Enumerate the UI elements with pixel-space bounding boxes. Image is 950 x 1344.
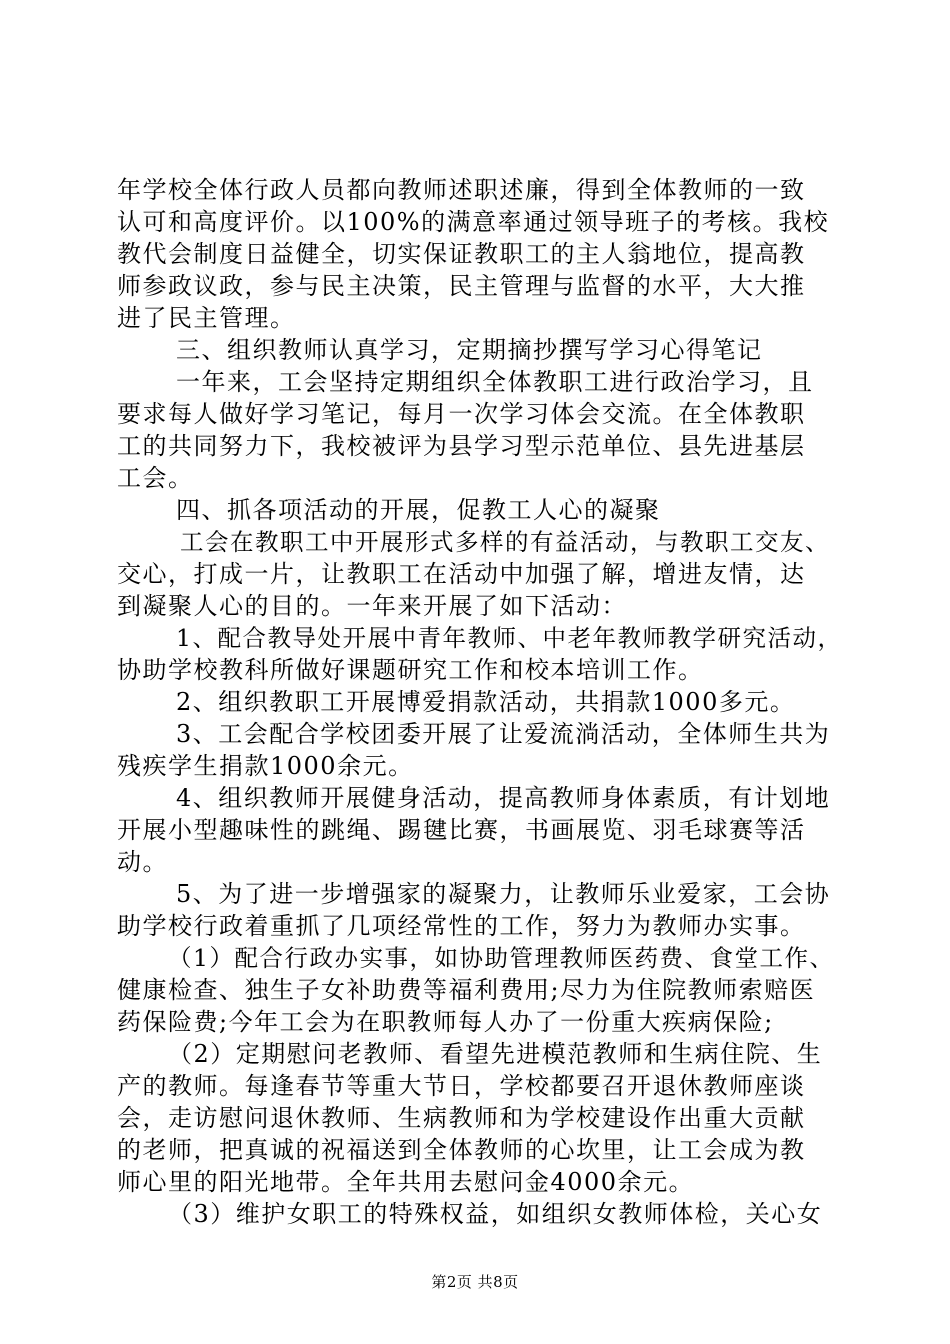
body-line: 药保险费;今年工会为在职教师每人办了一份重大疾病保险; bbox=[117, 1008, 774, 1036]
list-item: 3、工会配合学校团委开展了让爱流淌活动，全体师生共为 bbox=[176, 720, 831, 748]
sub-list-item: （2）定期慰问老教师、看望先进模范教师和生病住院、生 bbox=[168, 1040, 823, 1068]
page-footer bbox=[0, 1272, 950, 1292]
body-line: 健康检查、独生子女补助费等福利费用;尽力为住院教师索赔医 bbox=[117, 976, 816, 1004]
body-line: 要求每人做好学习笔记，每月一次学习体会交流。在全体教职 bbox=[117, 400, 806, 428]
body-line: 残疾学生捐款1000余元。 bbox=[117, 752, 414, 780]
list-item: 1、配合教导处开展中青年教师、中老年教师教学研究活动， bbox=[176, 624, 843, 652]
sub-list-item: （3）维护女职工的特殊权益，如组织女教师体检，关心女 bbox=[168, 1200, 823, 1228]
body-line: 认可和高度评价。以100%的满意率通过领导班子的考核。我校 bbox=[117, 208, 830, 236]
sub-list-item: （1）配合行政办实事，如协助管理教师医药费、食堂工作、 bbox=[168, 944, 835, 972]
body-line: 开展小型趣味性的跳绳、踢毽比赛，书画展览、羽毛球赛等活 bbox=[117, 816, 806, 844]
body-line: 助学校行政着重抓了几项经常性的工作，努力为教师办实事。 bbox=[117, 912, 806, 940]
list-item: 2、组织教职工开展博爱捐款活动，共捐款1000多元。 bbox=[176, 688, 796, 716]
body-line: 工会。 bbox=[117, 464, 194, 492]
list-item: 4、组织教师开展健身活动，提高教师身体素质，有计划地 bbox=[176, 784, 831, 812]
body-line: 师心里的阳光地带。全年共用去慰问金4000余元。 bbox=[117, 1168, 695, 1196]
body-line: 年学校全体行政人员都向教师述职述廉，得到全体教师的一致 bbox=[117, 176, 806, 204]
body-line: 师参政议政，参与民主决策，民主管理与监督的水平，大大推 bbox=[117, 272, 806, 300]
body-line: 会，走访慰问退休教师、生病教师和为学校建设作出重大贡献 bbox=[117, 1104, 806, 1132]
section-heading: 四、抓各项活动的开展，促教工人心的凝聚 bbox=[176, 496, 661, 524]
page-indicator: 第2页 共8页 bbox=[431, 1273, 519, 1291]
body-line: 到凝聚人心的目的。一年来开展了如下活动： bbox=[117, 592, 627, 620]
section-heading: 三、组织教师认真学习，定期摘抄撰写学习心得笔记 bbox=[176, 336, 763, 364]
body-line: 产的教师。每逢春节等重大节日，学校都要召开退休教师座谈 bbox=[117, 1072, 806, 1100]
body-line: 教代会制度日益健全，切实保证教职工的主人翁地位，提高教 bbox=[117, 240, 806, 268]
body-line: 动。 bbox=[117, 848, 168, 876]
body-line: 的老师，把真诚的祝福送到全体教师的心坎里，让工会成为教 bbox=[117, 1136, 806, 1164]
body-line: 协助学校教科所做好课题研究工作和校本培训工作。 bbox=[117, 656, 704, 684]
list-item: 5、为了进一步增强家的凝聚力，让教师乐业爱家，工会协 bbox=[176, 880, 831, 908]
body-line: 交心，打成一片，让教职工在活动中加强了解，增进友情，达 bbox=[117, 560, 806, 588]
body-line: 一年来，工会坚持定期组织全体教职工进行政治学习，且 bbox=[176, 368, 814, 396]
body-line: 工会在教职工中开展形式多样的有益活动，与教职工交友、 bbox=[180, 528, 830, 556]
body-line: 进了民主管理。 bbox=[117, 304, 296, 332]
body-line: 工的共同努力下，我校被评为县学习型示范单位、县先进基层 bbox=[117, 432, 806, 460]
